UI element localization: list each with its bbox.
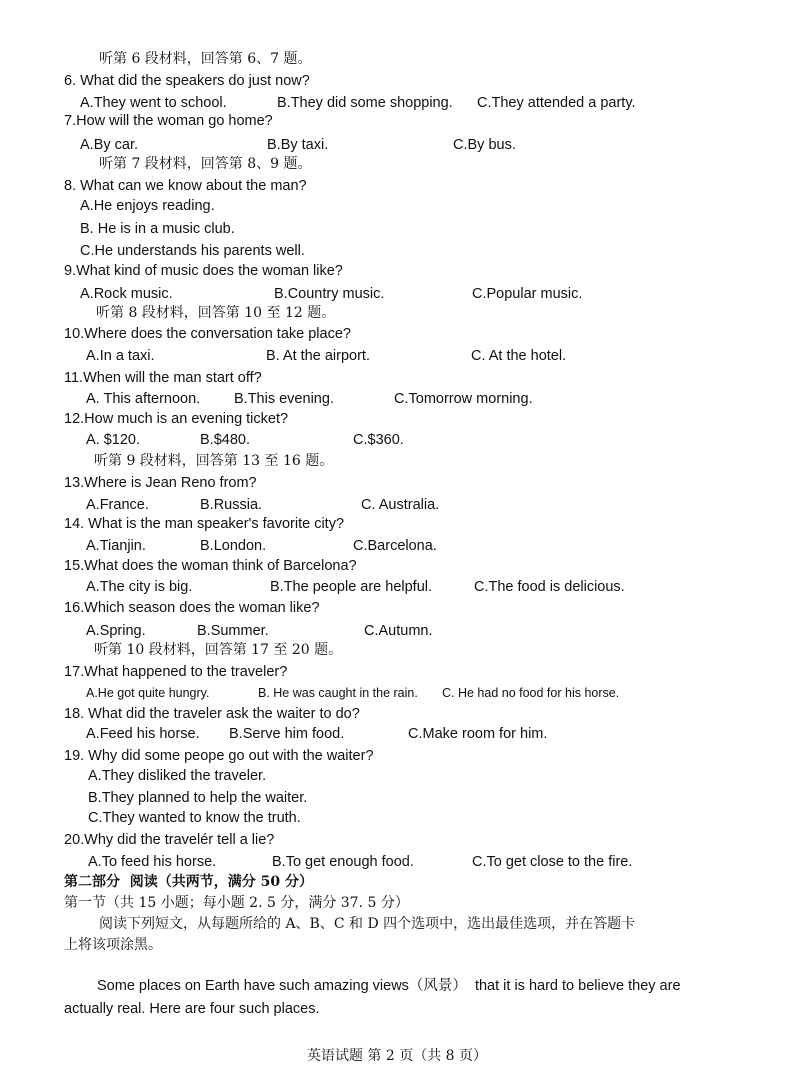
option-c: C.Autumn. — [364, 623, 433, 639]
passage-text: actually real. Here are four such places. — [64, 1001, 320, 1017]
option-c: C.He understands his parents well. — [80, 243, 305, 259]
question-stem: 15.What does the woman think of Barcelona? — [64, 558, 357, 574]
question-stem: 14. What is the man speaker's favorite city? — [64, 516, 345, 532]
option-a: A.Rock music. — [80, 286, 173, 302]
instruction-text: 阅读下列短文，从每题所给的 A、B、C 和 D 四个选项中，选出最佳选项，并在答题卡 — [99, 916, 636, 932]
option-a: A.France. — [86, 497, 149, 513]
option-b: B.By taxi. — [267, 137, 329, 153]
option-b: B.Serve him food. — [229, 726, 345, 742]
section-heading: 听第 6 段材料，回答第 6、7 题。 — [99, 51, 312, 67]
option-b: B. He was caught in the rain. — [258, 686, 418, 700]
option-b: B.To get enough food. — [272, 854, 414, 870]
part-title: 第二部分 阅读（共两节，满分 50 分） — [64, 874, 313, 890]
question-stem: 9.What kind of music does the woman like? — [64, 263, 343, 279]
question-stem: 6. What did the speakers do just now? — [64, 73, 310, 89]
option-c: C.The food is delicious. — [474, 579, 625, 595]
section-subtitle: 第一节（共 15 小题；每小题 2. 5 分，满分 37. 5 分） — [64, 895, 409, 911]
option-c: C. He had no food for his horse. — [442, 686, 620, 700]
question-stem: 11.When will the man start off? — [64, 370, 262, 386]
option-a: A.Spring. — [86, 623, 146, 639]
question-stem: 20.Why did the travelér tell a lie? — [64, 832, 275, 848]
option-a: A.To feed his horse. — [88, 854, 217, 870]
option-b: B. He is in a music club. — [80, 221, 235, 237]
section-heading: 听第 8 段材料，回答第 10 至 12 题。 — [96, 305, 336, 321]
option-c: C.They wanted to know the truth. — [88, 810, 301, 826]
option-a: A.Tianjin. — [86, 538, 146, 554]
option-a: A.They disliked the traveler. — [88, 768, 267, 784]
option-a: A. This afternoon. — [86, 391, 201, 407]
question-stem: 17.What happened to the traveler? — [64, 664, 288, 680]
option-b: B.This evening. — [234, 391, 334, 407]
section-heading: 听第 9 段材料，回答第 13 至 16 题。 — [94, 453, 334, 469]
option-c: C.Barcelona. — [353, 538, 437, 554]
option-b: B.Summer. — [197, 623, 269, 639]
option-a: A.They went to school. — [80, 95, 227, 111]
option-c: C.Tomorrow morning. — [394, 391, 533, 407]
option-c: C.$360. — [353, 432, 404, 448]
option-a: A.By car. — [80, 137, 139, 153]
option-a: A.In a taxi. — [86, 348, 155, 364]
option-a: A.He got quite hungry. — [86, 686, 210, 700]
question-stem: 8. What can we know about the man? — [64, 178, 307, 194]
question-stem: 13.Where is Jean Reno from? — [64, 475, 257, 491]
question-stem: 10.Where does the conversation take place? — [64, 326, 351, 342]
option-c: C.Popular music. — [472, 286, 583, 302]
page-footer: 英语试题 第 2 页（共 8 页） — [306, 1048, 488, 1064]
option-a: A. $120. — [86, 432, 141, 448]
question-stem: 12.How much is an evening ticket? — [64, 411, 289, 427]
section-heading: 听第 10 段材料，回答第 17 至 20 题。 — [94, 642, 343, 658]
option-c: C.They attended a party. — [477, 95, 636, 111]
option-b: B.$480. — [200, 432, 250, 448]
question-stem: 18. What did the traveler ask the waiter to do? — [64, 706, 360, 722]
option-a: A.The city is big. — [86, 579, 193, 595]
question-stem: 7.How will the woman go home? — [64, 113, 273, 129]
option-b: B.London. — [200, 538, 267, 554]
option-c: C. At the hotel. — [471, 348, 567, 364]
option-a: A.He enjoys reading. — [80, 198, 215, 214]
option-b: B.The people are helpful. — [270, 579, 433, 595]
option-c: C. Australia. — [361, 497, 440, 513]
instruction-text: 上将该项涂黑。 — [64, 937, 162, 953]
option-b: B.They did some shopping. — [277, 95, 453, 111]
option-a: A.Feed his horse. — [86, 726, 200, 742]
option-c: C.By bus. — [453, 137, 516, 153]
option-b: B. At the airport. — [266, 348, 370, 364]
section-heading: 听第 7 段材料，回答第 8、9 题。 — [99, 156, 312, 172]
option-c: C.Make room for him. — [408, 726, 548, 742]
option-c: C.To get close to the fire. — [472, 854, 633, 870]
question-stem: 19. Why did some peope go out with the waiter? — [64, 748, 374, 764]
option-b: B.They planned to help the waiter. — [88, 790, 308, 806]
option-b: B.Country music. — [274, 286, 385, 302]
option-b: B.Russia. — [200, 497, 263, 513]
question-stem: 16.Which season does the woman like? — [64, 600, 320, 616]
passage-text: Some places on Earth have such amazing views（风景） that it is hard to believe they are — [97, 978, 681, 994]
